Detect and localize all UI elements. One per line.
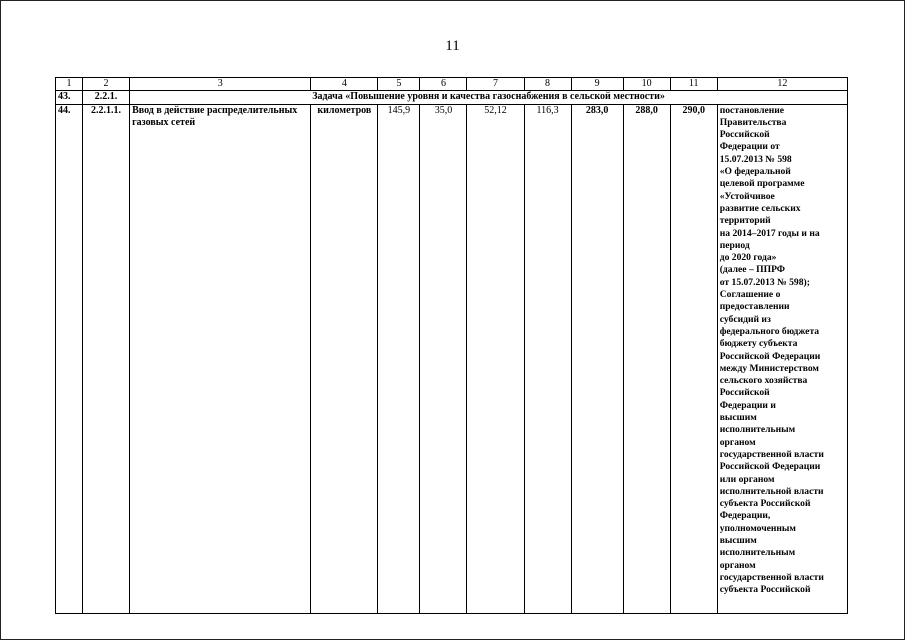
header-cell: 1 <box>56 78 83 91</box>
basis-line: период <box>719 239 750 251</box>
basis-line: Федерации и <box>719 399 776 411</box>
value-cell: 288,0 <box>623 104 670 613</box>
table-row <box>56 104 848 613</box>
basis-line: Российской Федерации <box>719 461 821 473</box>
basis-line: Российской Федерации <box>719 350 821 362</box>
header-cell: 4 <box>311 78 378 91</box>
header-cell: 12 <box>717 78 847 91</box>
unit-cell: километров <box>311 104 378 613</box>
basis-line: между Министерством <box>719 362 819 374</box>
basis-line: высшим <box>719 412 757 424</box>
basis-line: постановление <box>719 104 785 116</box>
header-cell: 8 <box>524 78 571 91</box>
basis-line: Федерации от <box>719 141 780 153</box>
basis-line: субъекта Российской <box>719 498 811 510</box>
basis-line: сельского хозяйства <box>719 375 808 387</box>
basis-line: субсидий из <box>719 313 771 325</box>
value-cell: 35,0 <box>420 104 467 613</box>
basis-line: федерального бюджета <box>719 325 820 337</box>
basis-line: до 2020 года» <box>719 252 777 264</box>
basis-line: исполнительной власти <box>719 485 824 497</box>
basis-document-cell <box>717 104 847 613</box>
basis-line: органом <box>719 559 756 571</box>
basis-line: уполномоченным <box>719 522 796 534</box>
basis-line: или органом <box>719 473 775 485</box>
value-cell: 290,0 <box>670 104 717 613</box>
section-code: 2.2.1. <box>83 91 130 104</box>
basis-line: государственной власти <box>719 448 824 460</box>
basis-line: Федерации, <box>719 510 771 522</box>
basis-line: Российской <box>719 129 770 141</box>
data-table <box>55 77 848 614</box>
header-row <box>56 78 848 91</box>
row-number: 44. <box>56 104 83 613</box>
header-cell: 3 <box>130 78 311 91</box>
basis-line: от 15.07.2013 № 598); <box>719 276 810 288</box>
section-number: 43. <box>56 91 83 104</box>
basis-line: 15.07.2013 № 598 <box>719 153 792 165</box>
section-title: Задача «Повышение уровня и качества газоснабжения в сельской местности» <box>130 91 848 104</box>
basis-line: Российской <box>719 387 770 399</box>
header-cell: 7 <box>467 78 524 91</box>
section-row <box>56 91 848 104</box>
row-code: 2.2.1.1. <box>83 104 130 613</box>
basis-lines <box>720 105 845 597</box>
basis-line: (далее – ППРФ <box>719 264 786 276</box>
basis-line: государственной власти <box>719 571 824 583</box>
basis-line: Соглашение о <box>719 289 781 301</box>
basis-line: высшим <box>719 534 757 546</box>
basis-line: целевой программе <box>719 178 805 190</box>
basis-line: исполнительным <box>719 547 796 559</box>
indicator-name: Ввод в действие распределительных газовых сетей <box>130 104 311 613</box>
header-cell: 6 <box>420 78 467 91</box>
header-cell: 9 <box>571 78 623 91</box>
header-cell: 10 <box>623 78 670 91</box>
basis-line: предоставлении <box>719 301 790 313</box>
basis-line: «О федеральной <box>719 166 791 178</box>
basis-line: органом <box>719 436 756 448</box>
page-number: 11 <box>445 38 460 54</box>
value-cell: 145,9 <box>378 104 420 613</box>
basis-line: субъекта Российской <box>719 584 811 596</box>
value-cell: 116,3 <box>524 104 571 613</box>
basis-line: территорий <box>719 215 771 227</box>
header-cell: 2 <box>83 78 130 91</box>
basis-line: бюджету субъекта <box>719 338 798 350</box>
value-cell: 283,0 <box>571 104 623 613</box>
header-cell: 11 <box>670 78 717 91</box>
basis-line: исполнительным <box>719 424 796 436</box>
basis-line: на 2014–2017 годы и на <box>719 227 820 239</box>
basis-line: «Устойчивое <box>719 190 775 202</box>
header-cell: 5 <box>378 78 420 91</box>
value-cell: 52,12 <box>467 104 524 613</box>
basis-line: Правительства <box>719 116 787 128</box>
basis-line: развитие сельских <box>719 202 801 214</box>
